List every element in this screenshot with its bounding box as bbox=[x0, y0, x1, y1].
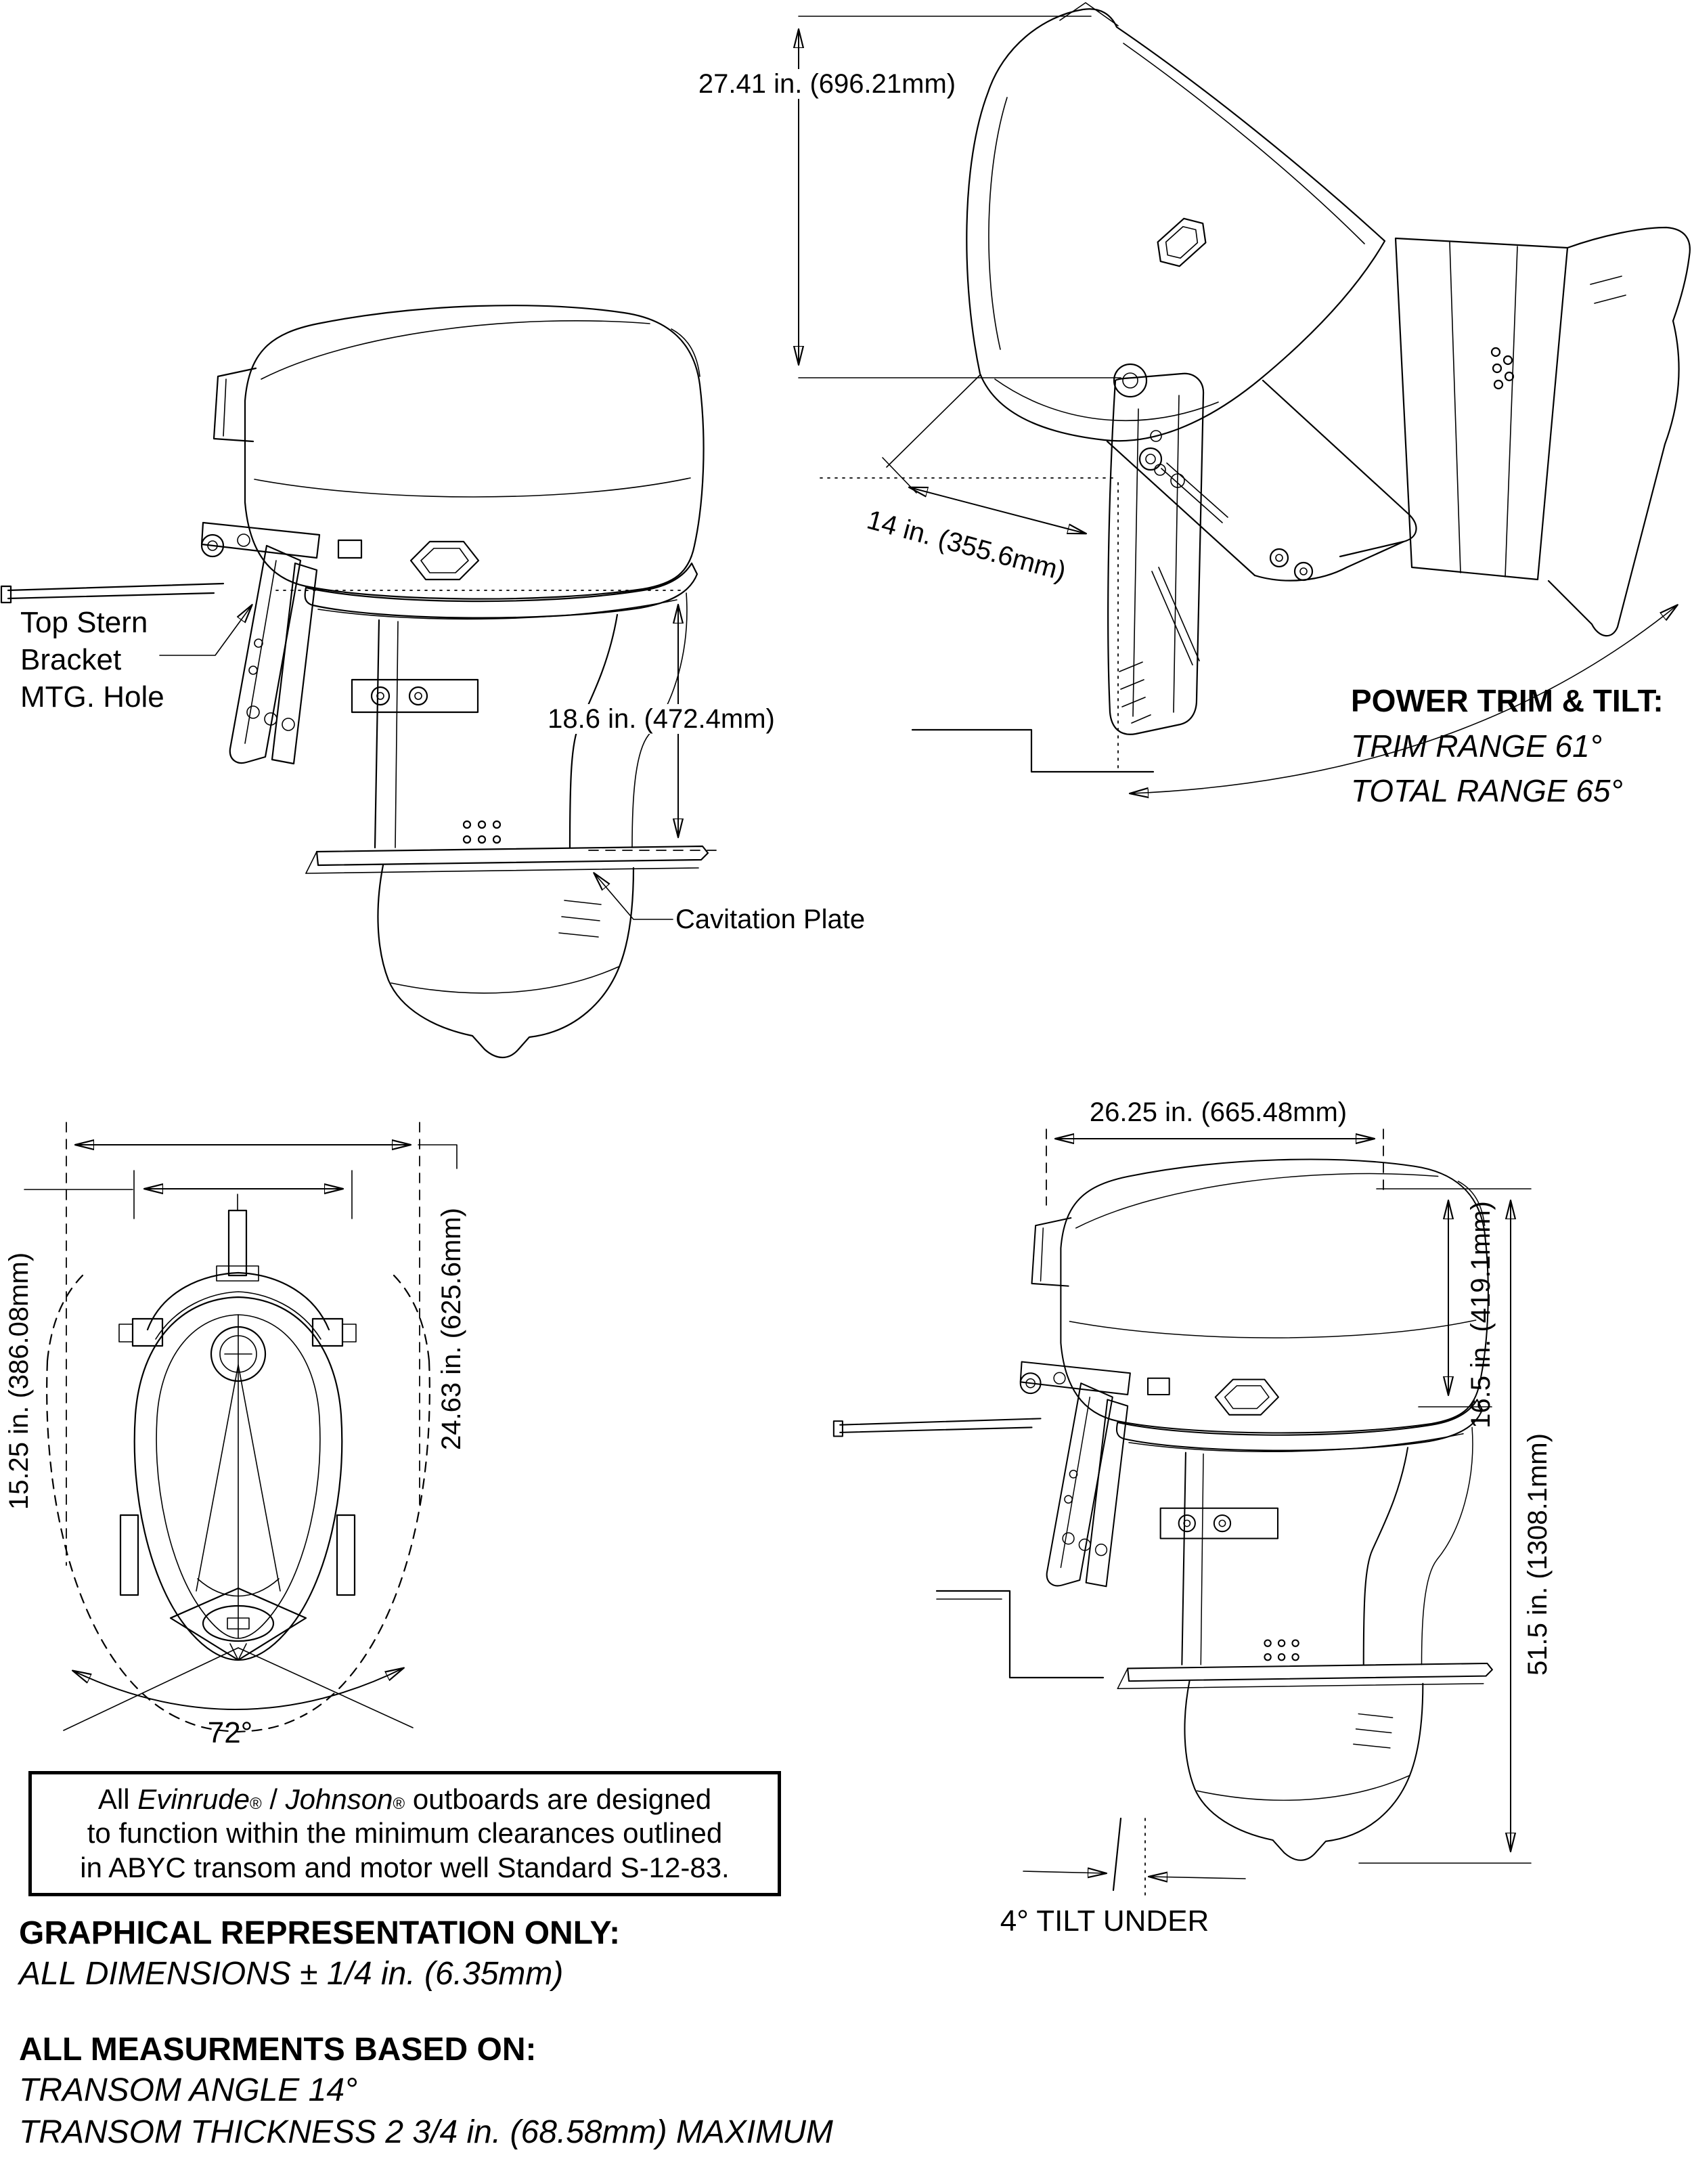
pan-and-swivel bbox=[1107, 380, 1416, 581]
dim-24-63: 24.63 in. (625.6mm) bbox=[437, 1208, 466, 1450]
top-stern-bracket-label: Top Stern Bracket MTG. Hole bbox=[20, 606, 164, 714]
footer-tolerance: ALL DIMENSIONS ± 1/4 in. (6.35mm) bbox=[19, 1956, 564, 1992]
cooling-ports bbox=[464, 821, 500, 843]
power-trim-title: POWER TRIM & TILT: bbox=[1351, 683, 1664, 718]
stern-bracket-tilted bbox=[1108, 364, 1203, 735]
tiller-rod bbox=[8, 584, 223, 598]
tilt-under-label: 4° TILT UNDER bbox=[1000, 1904, 1209, 1938]
dim-18-6: 18.6 in. (472.4mm) bbox=[542, 704, 780, 734]
dim-15-25: 15.25 in. (386.08mm) bbox=[4, 1252, 34, 1510]
gearcase-tilted bbox=[1549, 227, 1690, 636]
trim-range: TRIM RANGE 61° bbox=[1351, 728, 1603, 764]
clearance-notice-box bbox=[28, 1771, 781, 1896]
dim-14: 14 in. (355.6mm) bbox=[864, 504, 1069, 587]
notice-line-1: All Evinrude® / Johnson® outboards are designed bbox=[97, 1783, 712, 1815]
cowl-emblem-tilted bbox=[1150, 211, 1214, 274]
transom-wedge bbox=[937, 1591, 1103, 1678]
cowl-emblem bbox=[411, 542, 478, 580]
front-motor bbox=[47, 1194, 430, 1732]
profile-view-drawing bbox=[834, 1129, 1531, 1896]
vent-slot bbox=[338, 540, 361, 558]
footer-heading-2: ALL MEASURMENTS BASED ON: bbox=[19, 2032, 537, 2068]
steering-angle-label: 72° bbox=[207, 1716, 253, 1749]
notice-line-2: to function within the minimum clearances outlined bbox=[87, 1817, 723, 1850]
tilted-motor bbox=[820, 3, 1690, 772]
steering-72-arc bbox=[73, 1668, 403, 1709]
tilt-under-marks bbox=[1023, 1818, 1245, 1896]
power-trim-note bbox=[1351, 678, 1664, 814]
notice-line-3: in ABYC transom and motor well Standard S-12-83. bbox=[80, 1851, 730, 1883]
front-view-drawing bbox=[24, 1122, 457, 1732]
plate-underside bbox=[1396, 238, 1567, 580]
footer-basis-1: TRANSOM ANGLE 14° bbox=[19, 2072, 358, 2108]
top-stern-leader bbox=[160, 605, 252, 655]
footer-basis-2: TRANSOM THICKNESS 2 3/4 in. (68.58mm) MAXIMUM bbox=[19, 2114, 833, 2150]
dim-51-5: 51.5 in. (1308.1mm) bbox=[1523, 1433, 1553, 1676]
cavitation-plate-label: Cavitation Plate bbox=[675, 904, 866, 934]
front-cap bbox=[214, 368, 256, 441]
tilted-view-drawing bbox=[799, 3, 1690, 793]
dim-26-25: 26.25 in. (665.48mm) bbox=[1089, 1097, 1348, 1127]
dim-16-5: 16.5 in. (419.1mm) bbox=[1466, 1201, 1496, 1428]
footer-heading-1: GRAPHICAL REPRESENTATION ONLY: bbox=[19, 1915, 621, 1951]
plate-ports bbox=[1492, 348, 1513, 389]
dim-27-41: 27.41 in. (696.21mm) bbox=[693, 69, 961, 99]
gearcase bbox=[378, 865, 633, 1057]
total-range: TOTAL RANGE 65° bbox=[1351, 773, 1623, 809]
